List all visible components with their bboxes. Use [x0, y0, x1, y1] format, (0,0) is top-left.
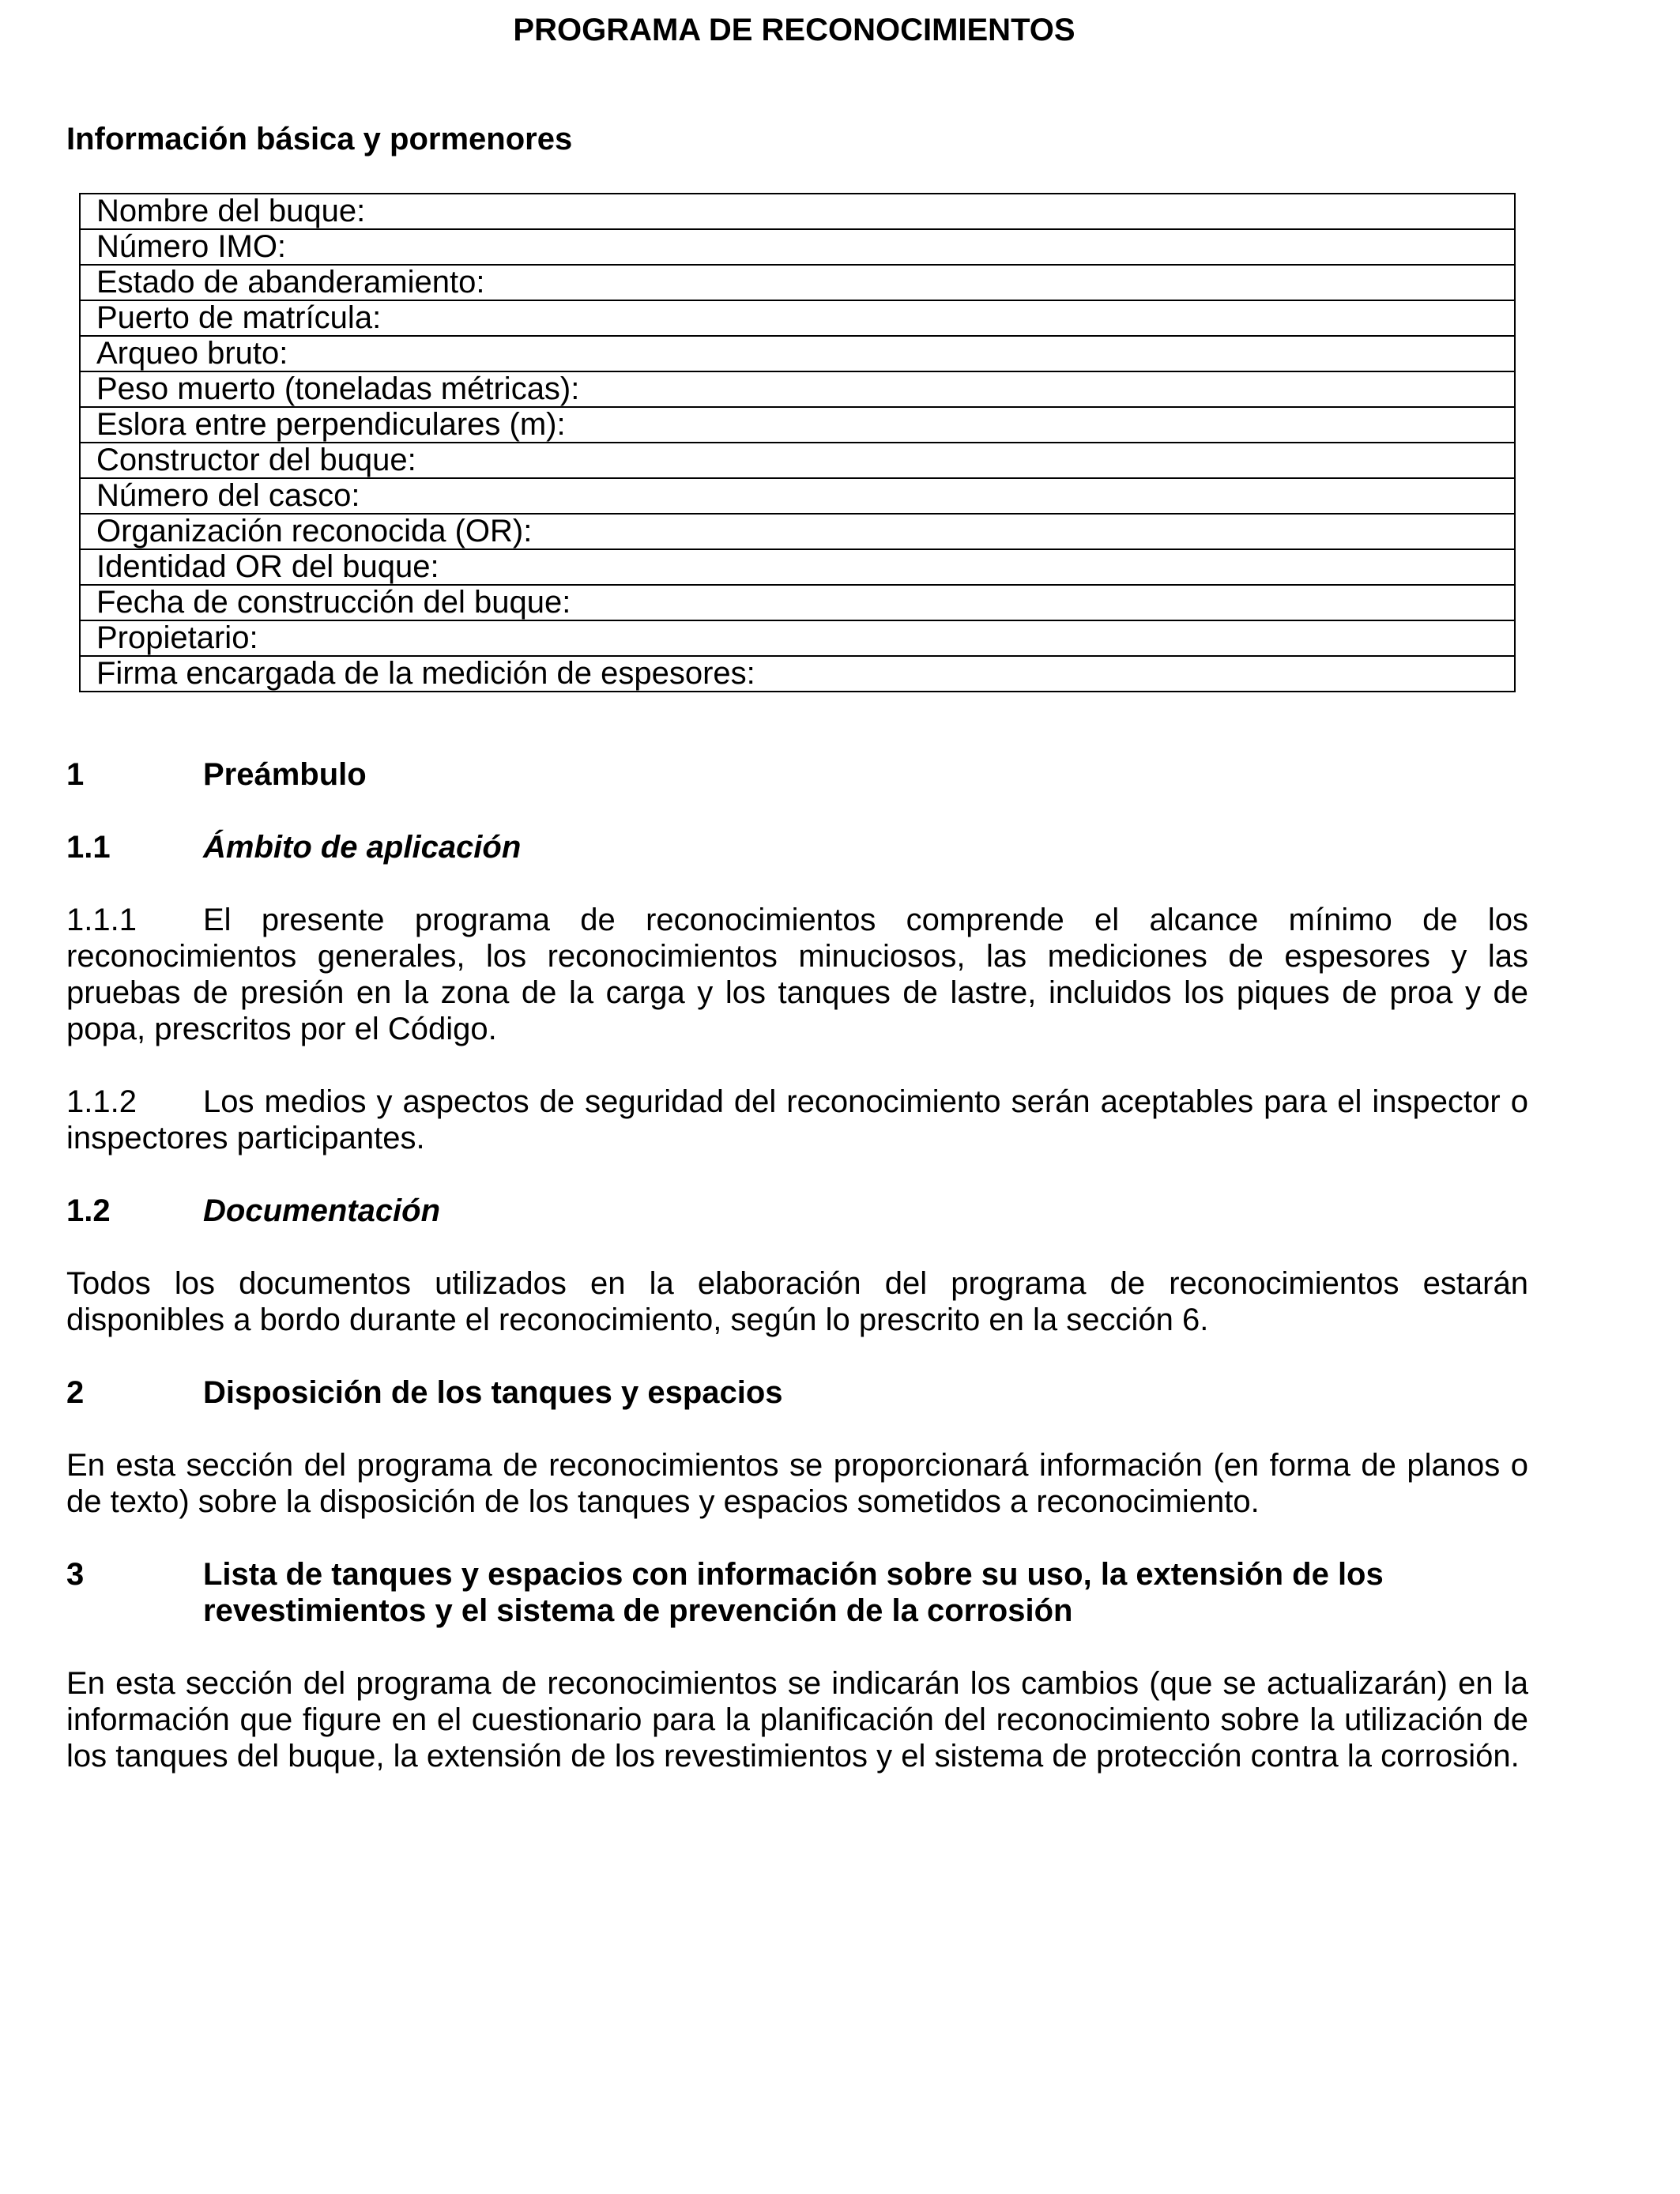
- info-row-flag-state: Estado de abanderamiento:: [80, 265, 1515, 300]
- paragraph-1-1-1: [66, 902, 1528, 1047]
- table-row: [80, 371, 1515, 407]
- table-row: [80, 620, 1515, 656]
- info-row-delivery-date: Fecha de construcción del buque:: [80, 585, 1515, 620]
- table-row: [80, 194, 1515, 229]
- info-row-hull-number: Número del casco:: [80, 478, 1515, 514]
- section-title: Documentación: [203, 1193, 441, 1228]
- section-number: 1.2: [66, 1193, 111, 1228]
- info-row-length: Eslora entre perpendiculares (m):: [80, 407, 1515, 443]
- paragraph-text: Los medios y aspectos de seguridad del reconocimiento serán aceptables para el inspector o inspectores participantes.: [66, 1084, 1528, 1155]
- info-row-gross-tonnage: Arqueo bruto:: [80, 336, 1515, 371]
- info-row-ro-ship-identity: Identidad OR del buque:: [80, 549, 1515, 585]
- table-row: [80, 336, 1515, 371]
- section-1-heading: [66, 756, 1528, 793]
- section-2-heading: [66, 1374, 1528, 1411]
- document-title: PROGRAMA DE RECONOCIMIENTOS: [513, 13, 1075, 47]
- info-row-recognized-organization: Organización reconocida (OR):: [80, 514, 1515, 549]
- section-number: 1: [66, 757, 85, 792]
- section-1-1-heading: [66, 829, 1528, 865]
- paragraph-text: El presente programa de reconocimientos comprende el alcance mínimo de los reconocimientos generales, los reconocimientos minuciosos, las mediciones de espesores y las pruebas de presión en la zona de la carga y los tanques de lastre, incluidos los piques de proa y de popa, prescritos por el Código.: [66, 903, 1528, 1046]
- table-row: [80, 443, 1515, 478]
- section-number: 3: [66, 1557, 85, 1592]
- table-row: [80, 656, 1515, 692]
- section-3-heading: [66, 1556, 1528, 1629]
- table-row: [80, 407, 1515, 443]
- basic-info-heading: Información básica y pormenores: [66, 122, 573, 156]
- section-title: Lista de tanques y espacios con información sobre su uso, la extensión de los revestimientos y el sistema de prevención de la corrosión: [203, 1557, 1384, 1628]
- info-row-thickness-firm: Firma encargada de la medición de espesores:: [80, 656, 1515, 692]
- section-title: Disposición de los tanques y espacios: [203, 1375, 783, 1410]
- paragraph-number: 1.1.2: [66, 1084, 137, 1119]
- table-row: [80, 514, 1515, 549]
- paragraph-number: 1.1.1: [66, 903, 137, 937]
- table-row: [80, 549, 1515, 585]
- info-row-imo-number: Número IMO:: [80, 229, 1515, 265]
- info-row-port-of-registry: Puerto de matrícula:: [80, 300, 1515, 336]
- info-row-owner: Propietario:: [80, 620, 1515, 656]
- section-number: 2: [66, 1375, 85, 1410]
- table-row: [80, 265, 1515, 300]
- section-title: Ámbito de aplicación: [203, 830, 522, 865]
- paragraph-1-1-2: [66, 1084, 1528, 1156]
- section-number: 1.1: [66, 830, 111, 865]
- section-1-2-heading: [66, 1193, 1528, 1229]
- table-row: [80, 478, 1515, 514]
- table-row: [80, 300, 1515, 336]
- table-row: [80, 585, 1515, 620]
- paragraph-3: En esta sección del programa de reconocimientos se indicarán los cambios (que se actualizarán) en la información que figure en el cuestionario para la planificación del reconocimiento sobre la utilización de los tanques del buque, la extensión de los revestimientos y el sistema de protección contra la corrosión.: [66, 1666, 1528, 1774]
- paragraph-1-2: Todos los documentos utilizados en la elaboración del programa de reconocimientos estarán disponibles a bordo durante el reconocimiento, según lo prescrito en la sección 6.: [66, 1266, 1528, 1337]
- info-row-deadweight: Peso muerto (toneladas métricas):: [80, 371, 1515, 407]
- section-title: Preámbulo: [203, 757, 367, 792]
- info-row-shipbuilder: Constructor del buque:: [80, 443, 1515, 478]
- paragraph-2: En esta sección del programa de reconocimientos se proporcionará información (en forma de planos o de texto) sobre la disposición de los tanques y espacios sometidos a reconocimiento.: [66, 1448, 1528, 1519]
- info-row-vessel-name: Nombre del buque:: [80, 194, 1515, 229]
- vessel-info-table: [79, 193, 1516, 692]
- table-row: [80, 229, 1515, 265]
